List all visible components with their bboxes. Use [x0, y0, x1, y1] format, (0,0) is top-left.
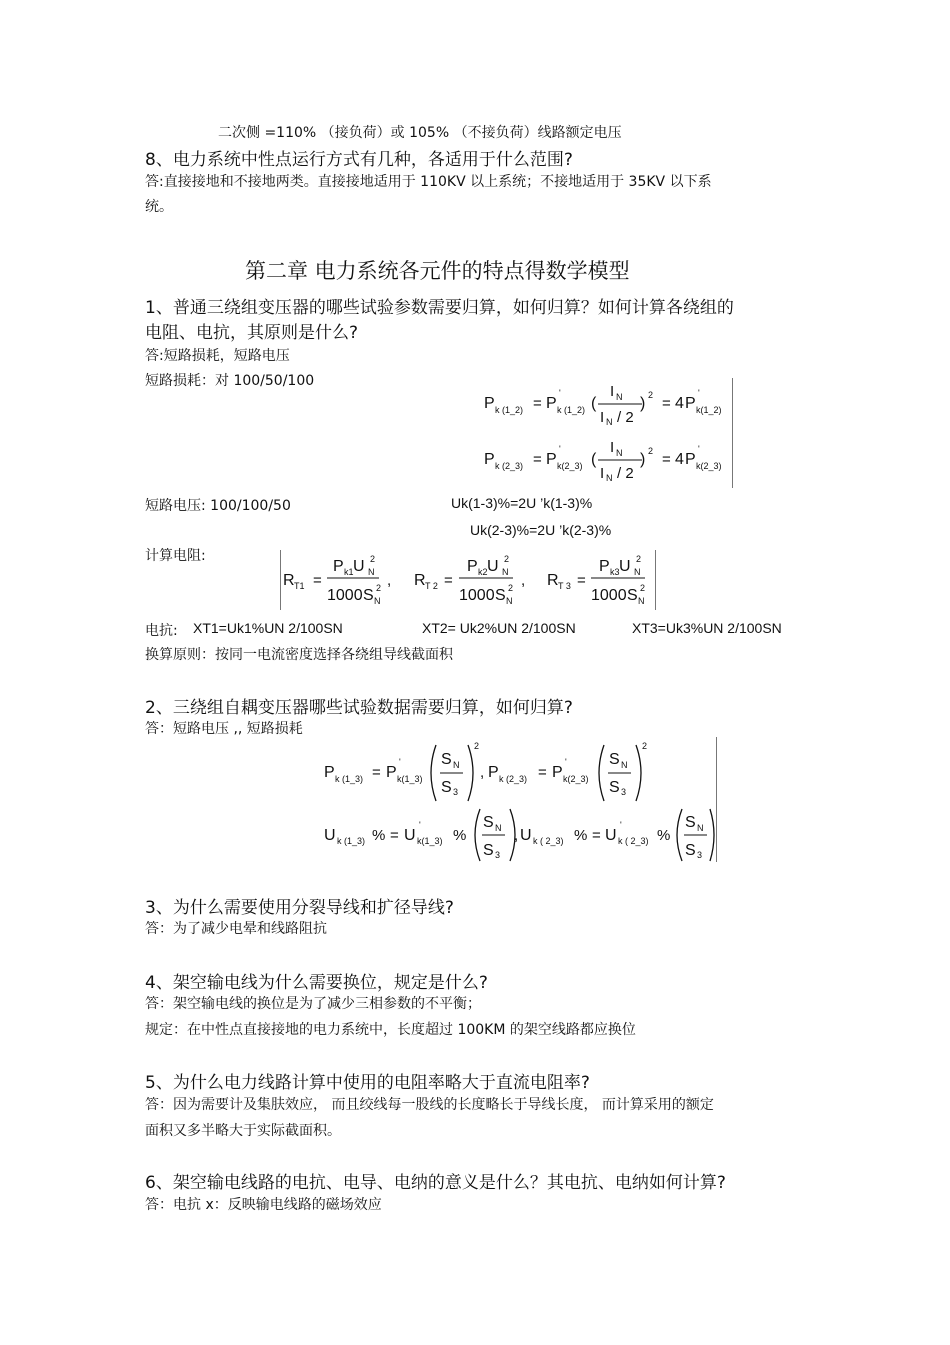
svg-text:S: S [627, 587, 638, 604]
chapter-title: 第二章 电力系统各元件的特点得数学模型 [245, 259, 630, 283]
svg-text:k (1_3): k (1_3) [337, 836, 366, 846]
svg-text:U: U [605, 827, 617, 844]
svg-text:R: R [547, 572, 559, 589]
answer-8-line-1: 答:直接接地和不接地两类。直接接地适用于 110KV 以上系统；不接地适用于 35KV 以下系 [145, 174, 712, 190]
svg-text:=: = [538, 764, 547, 781]
svg-text:k (1_2): k (1_2) [495, 405, 524, 415]
svg-text:N: N [606, 417, 613, 427]
svg-text:P: P [324, 764, 335, 781]
answer-6: 答：电抗 x：反映输电线路的磁场效应 [145, 1197, 382, 1213]
question-3: 3、为什么需要使用分裂导线和扩径导线? [145, 898, 454, 918]
svg-text:k1: k1 [344, 567, 354, 577]
svg-text:k (1_2): k (1_2) [557, 405, 586, 415]
svg-text:P: P [488, 764, 499, 781]
svg-text:%: % [372, 827, 386, 844]
svg-text:I: I [600, 409, 605, 426]
svg-text:=: = [592, 827, 601, 844]
svg-text:k(1_3): k(1_3) [417, 836, 443, 846]
svg-text:': ' [419, 820, 421, 830]
svg-text:S: S [363, 587, 374, 604]
svg-text:k(1_3): k(1_3) [397, 774, 423, 784]
svg-text:k(2_3): k(2_3) [563, 774, 589, 784]
answer-8-line-2: 统。 [145, 199, 173, 215]
svg-text:U: U [324, 827, 336, 844]
svg-text:N: N [616, 392, 623, 402]
svg-text:k(1_2): k(1_2) [696, 405, 722, 415]
svg-text:N: N [453, 760, 460, 770]
svg-text:2: 2 [376, 583, 382, 593]
svg-text:T 3: T 3 [558, 581, 571, 591]
svg-text:=: = [313, 572, 322, 589]
svg-text:=: = [662, 451, 671, 468]
formula-loss-conversion [478, 378, 733, 488]
answer-5-line-2: 面积又多半略大于实际截面积。 [145, 1123, 341, 1139]
svg-text:N: N [368, 567, 375, 577]
svg-text:(: ( [591, 395, 597, 412]
svg-text:2: 2 [474, 741, 480, 751]
svg-text:N: N [606, 473, 613, 483]
svg-text:2: 2 [636, 554, 642, 564]
svg-text:N: N [634, 567, 641, 577]
label-reactance: 电抗: [145, 623, 178, 639]
svg-text:,: , [480, 764, 485, 781]
svg-text:k3: k3 [610, 567, 620, 577]
svg-text:=: = [390, 827, 399, 844]
formula-border [716, 737, 717, 862]
answer-1-line-1: 答:短路损耗，短路电压 [145, 348, 290, 364]
svg-text:=: = [577, 572, 586, 589]
svg-text:N: N [495, 823, 502, 833]
svg-text:P: P [386, 764, 397, 781]
svg-text:U: U [520, 827, 532, 844]
svg-text:P: P [685, 395, 696, 412]
svg-text:S: S [441, 779, 452, 796]
svg-text:2: 2 [504, 554, 510, 564]
question-2: 2、三绕组自耦变压器哪些试验数据需要归算，如何归算? [145, 698, 573, 718]
answer-2: 答：短路电压 ,, 短路损耗 [145, 721, 303, 737]
formula-uk23: Uk(2-3)%=2U ’k(2-3)% [470, 522, 612, 538]
svg-text:P: P [546, 395, 557, 412]
svg-text:P: P [333, 558, 344, 575]
svg-text:P: P [685, 451, 696, 468]
svg-text:2: 2 [370, 554, 376, 564]
svg-text:S: S [483, 814, 494, 831]
svg-text:': ' [399, 757, 401, 767]
svg-text:=: = [533, 395, 542, 412]
principle-line: 换算原则：按同一电流密度选择各绕组导线截面积 [145, 647, 453, 663]
svg-text:,: , [521, 572, 526, 589]
svg-text:/ 2: / 2 [617, 465, 634, 482]
svg-text:N: N [697, 823, 704, 833]
svg-text:3: 3 [495, 850, 501, 860]
question-4: 4、架空输电线为什么需要换位，规定是什么? [145, 973, 488, 993]
svg-text:): ) [640, 395, 646, 412]
svg-text:4: 4 [675, 451, 684, 468]
svg-text:k ( 2_3): k ( 2_3) [618, 836, 649, 846]
svg-text:%: % [657, 827, 671, 844]
svg-text:k ( 2_3): k ( 2_3) [533, 836, 564, 846]
svg-text:U: U [353, 558, 365, 575]
svg-text:1000: 1000 [591, 587, 627, 604]
svg-text:=: = [533, 451, 542, 468]
text-line-secondary-voltage: 二次侧 =110% （接负荷）或 105% （不接负荷）线路额定电压 [218, 125, 622, 141]
formula-xt1: XT1=Uk1%UN 2/100SN [193, 620, 343, 636]
svg-text:,: , [387, 572, 392, 589]
svg-text:3: 3 [621, 787, 627, 797]
question-5: 5、为什么电力线路计算中使用的电阻率略大于直流电阻率? [145, 1073, 590, 1093]
svg-text:R: R [414, 572, 426, 589]
svg-text:S: S [609, 751, 620, 768]
svg-text:': ' [698, 444, 700, 454]
svg-text:%: % [574, 827, 588, 844]
label-calc-resistance: 计算电阻: [145, 548, 206, 564]
answer-5-line-1: 答：因为需要计及集肤效应， 而且绞线每一股线的长度略长于导线长度， 而计算采用的额定 [145, 1097, 714, 1113]
question-6: 6、架空输电线路的电抗、电导、电纳的意义是什么？其电抗、电纳如何计算? [145, 1173, 726, 1193]
svg-text:=: = [444, 572, 453, 589]
svg-text:,: , [514, 827, 519, 844]
formula-uk13: Uk(1-3)%=2U ’k(1-3)% [451, 495, 593, 511]
svg-text:k (2_3): k (2_3) [495, 461, 524, 471]
svg-text:': ' [565, 757, 567, 767]
svg-text:1000: 1000 [459, 587, 495, 604]
svg-text:k (2_3): k (2_3) [499, 774, 528, 784]
svg-text:S: S [685, 842, 696, 859]
svg-text:T1: T1 [294, 581, 305, 591]
svg-text:': ' [559, 388, 561, 398]
svg-text:S: S [685, 814, 696, 831]
answer-4-line-2: 规定：在中性点直接接地的电力系统中，长度超过 100KM 的架空线路都应换位 [145, 1022, 636, 1038]
svg-text:2: 2 [648, 446, 654, 456]
svg-text:T 2: T 2 [425, 581, 438, 591]
svg-text:I: I [610, 439, 615, 456]
svg-text:P: P [552, 764, 563, 781]
svg-text:P: P [599, 558, 610, 575]
svg-text:': ' [620, 820, 622, 830]
svg-text:%: % [453, 827, 467, 844]
svg-text:N: N [374, 596, 381, 606]
svg-text:k (1_3): k (1_3) [335, 774, 364, 784]
formula-autotransformer [320, 737, 716, 862]
svg-text:': ' [559, 444, 561, 454]
answer-1-line-3: 短路电压: 100/100/50 [145, 498, 291, 514]
svg-text:1000: 1000 [327, 587, 363, 604]
svg-text:N: N [616, 448, 623, 458]
answer-3: 答：为了减少电晕和线路阻抗 [145, 921, 327, 937]
svg-text:I: I [600, 465, 605, 482]
svg-text:4: 4 [675, 395, 684, 412]
svg-text:P: P [467, 558, 478, 575]
svg-text:N: N [638, 596, 645, 606]
formula-xt2: XT2= Uk2%UN 2/100SN [422, 620, 576, 636]
formula-xt3: XT3=Uk3%UN 2/100SN [632, 620, 782, 636]
svg-text:k(2_3): k(2_3) [696, 461, 722, 471]
svg-text:(: ( [591, 451, 597, 468]
svg-text:N: N [621, 760, 628, 770]
svg-text:U: U [404, 827, 416, 844]
svg-text:k2: k2 [478, 567, 488, 577]
svg-text:R: R [283, 572, 295, 589]
svg-text:=: = [372, 764, 381, 781]
answer-4-line-1: 答：架空输电线的换位是为了减少三相参数的不平衡； [145, 996, 481, 1012]
answer-1-line-2: 短路损耗：对 100/50/100 [145, 373, 315, 389]
svg-text:3: 3 [453, 787, 459, 797]
svg-text:2: 2 [648, 390, 654, 400]
svg-text:S: S [609, 779, 620, 796]
svg-text:3: 3 [697, 850, 703, 860]
svg-text:N: N [506, 596, 513, 606]
svg-text:P: P [484, 451, 495, 468]
question-8: 8、电力系统中性点运行方式有几种，各适用于什么范围? [145, 150, 573, 170]
svg-text:2: 2 [640, 583, 646, 593]
svg-text:/ 2: / 2 [617, 409, 634, 426]
svg-text:k(2_3): k(2_3) [557, 461, 583, 471]
svg-text:U: U [487, 558, 499, 575]
svg-text:P: P [546, 451, 557, 468]
svg-text:): ) [640, 451, 646, 468]
question-1-line-2: 电阻、电抗，其原则是什么? [145, 323, 359, 343]
svg-text:2: 2 [642, 741, 648, 751]
svg-text:S: S [441, 751, 452, 768]
svg-text:2: 2 [508, 583, 514, 593]
svg-text:P: P [484, 395, 495, 412]
svg-text:S: S [483, 842, 494, 859]
svg-text:': ' [698, 388, 700, 398]
formula-resistances [281, 550, 655, 610]
formula-border-right [655, 550, 656, 610]
question-1-line-1: 1、普通三绕组变压器的哪些试验参数需要归算，如何归算？如何计算各绕组的 [145, 298, 734, 318]
svg-text:=: = [662, 395, 671, 412]
svg-text:N: N [502, 567, 509, 577]
svg-text:I: I [610, 383, 615, 400]
svg-text:U: U [619, 558, 631, 575]
svg-text:S: S [495, 587, 506, 604]
